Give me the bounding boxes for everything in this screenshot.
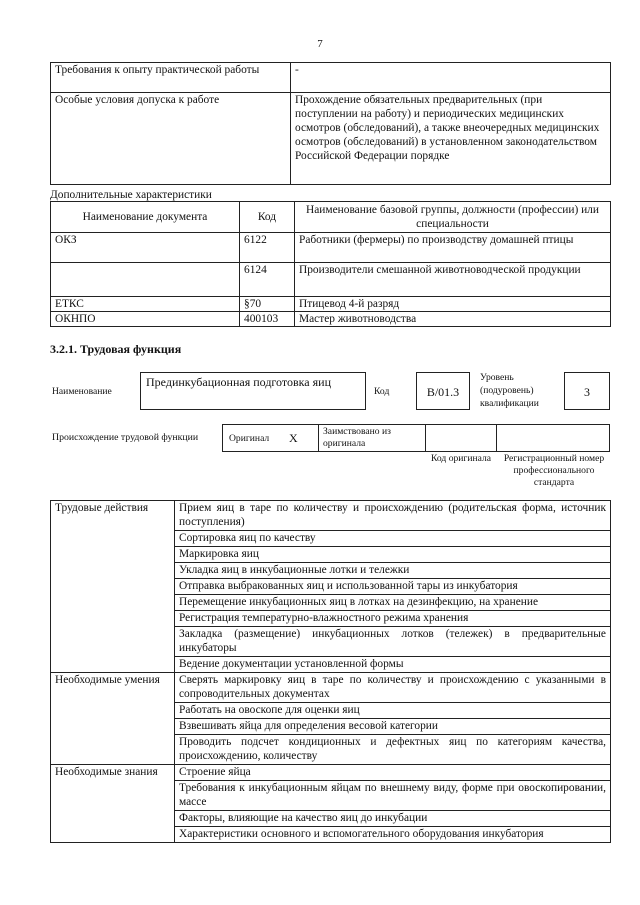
- name-cell: Производители смешанной животноводческой продукции: [295, 263, 611, 297]
- skills-label: Необходимые умения: [51, 673, 175, 765]
- code-cell: §70: [240, 297, 295, 312]
- requirement-label: Требования к опыту практической работы: [51, 63, 291, 93]
- extra-row: [51, 233, 611, 263]
- action-item: Маркировка яиц: [175, 547, 611, 563]
- origin-label: Происхождение трудовой функции: [52, 432, 199, 443]
- extra-header-row: [51, 202, 611, 233]
- skill-item: Проводить подсчет кондиционных и дефектных яиц по категориям качества, происхождению, количеству: [175, 735, 611, 765]
- borrowed-label: Заимствовано из оригинала: [318, 424, 426, 452]
- action-item: Перемещение инкубационных яиц в лотках на дезинфекцию, на хранение: [175, 595, 611, 611]
- reg-number-cell: [496, 424, 610, 452]
- qualification-level-value: 3: [564, 372, 610, 410]
- action-row: [51, 501, 611, 531]
- knowledge-item: Характеристики основного и вспомогательного оборудования инкубатория: [175, 827, 611, 843]
- knowledge-item: Факторы, влияющие на качество яиц до инкубации: [175, 811, 611, 827]
- name-cell: Птицевод 4-й разряд: [295, 297, 611, 312]
- function-code-value: В/01.3: [416, 372, 470, 410]
- requirement-label: Особые условия допуска к работе: [51, 93, 291, 185]
- knowledge-row: [51, 765, 611, 781]
- skill-item: Взвешивать яйца для определения весовой категории: [175, 719, 611, 735]
- skill-item: Сверять маркировку яиц в таре по количеству и происхождению с указанными в сопроводительных документах: [175, 673, 611, 703]
- code-cell: 400103: [240, 312, 295, 327]
- labor-actions-label: Трудовые действия: [51, 501, 175, 673]
- requirements-table: [50, 62, 611, 185]
- name-cell: Мастер животноводства: [295, 312, 611, 327]
- header-doc: Наименование документа: [51, 202, 240, 233]
- extra-row: [51, 263, 611, 297]
- function-name-value: Прединкубационная подготовка яиц: [140, 372, 366, 410]
- doc-cell: [51, 263, 240, 297]
- requirement-value: -: [291, 63, 611, 93]
- page-number: 7: [317, 38, 323, 50]
- skill-item: Работать на овоскопе для оценки яиц: [175, 703, 611, 719]
- action-item: Закладка (размещение) инкубационных лотков (тележек) в предварительные инкубаторы: [175, 627, 611, 657]
- action-item: Отправка выбракованных яиц и использованной тары из инкубатория: [175, 579, 611, 595]
- knowledge-item: Строение яйца: [175, 765, 611, 781]
- action-item: Сортировка яиц по качеству: [175, 531, 611, 547]
- code-cell: 6122: [240, 233, 295, 263]
- header-code: Код: [240, 202, 295, 233]
- requirement-value: Прохождение обязательных предварительных (при поступлении на работу) и периодических медицинских осмотров (обследований), а также внеочередных медицинских осмотров (обследований) в установленном законодательством Российской Федерации порядке: [291, 93, 611, 185]
- header-name: Наименование базовой группы, должности (профессии) или специальности: [295, 202, 611, 233]
- action-item: Регистрация температурно-влажностного режима хранения: [175, 611, 611, 627]
- origin-original-cell: [222, 424, 319, 452]
- labor-function-table: [50, 500, 611, 843]
- action-item: Укладка яиц в инкубационные лотки и тележки: [175, 563, 611, 579]
- qualification-level-label: Уровень (подуровень) квалификации: [480, 372, 539, 409]
- original-label: Оригинал: [229, 433, 270, 444]
- doc-cell: ЕТКС: [51, 297, 240, 312]
- function-code-label: Код: [374, 386, 390, 397]
- requirement-row: [51, 63, 611, 93]
- code-original-cell: [425, 424, 497, 452]
- knowledge-item: Требования к инкубационным яйцам по внешнему виду, форме при овоскопировании, массе: [175, 781, 611, 811]
- extra-row: [51, 312, 611, 327]
- reg-number-label: Регистрационный номер профессионального стандарта: [503, 453, 605, 488]
- original-mark: X: [289, 431, 298, 445]
- name-cell: Работники (фермеры) по производству домашней птицы: [295, 233, 611, 263]
- doc-cell: ОКНПО: [51, 312, 240, 327]
- knowledge-label: Необходимые знания: [51, 765, 175, 843]
- extra-row: [51, 297, 611, 312]
- function-name-label: Наименование: [52, 386, 112, 397]
- code-original-label: Код оригинала: [430, 453, 492, 464]
- action-item: Прием яиц в таре по количеству и происхождению (родительская форма, источник поступления): [175, 501, 611, 531]
- requirement-row: [51, 93, 611, 185]
- section-heading: 3.2.1. Трудовая функция: [50, 342, 182, 356]
- extra-characteristics-table: [50, 201, 611, 327]
- extra-caption: Дополнительные характеристики: [50, 189, 212, 201]
- doc-cell: ОКЗ: [51, 233, 240, 263]
- skill-row: [51, 673, 611, 703]
- action-item: Ведение документации установленной формы: [175, 657, 611, 673]
- code-cell: 6124: [240, 263, 295, 297]
